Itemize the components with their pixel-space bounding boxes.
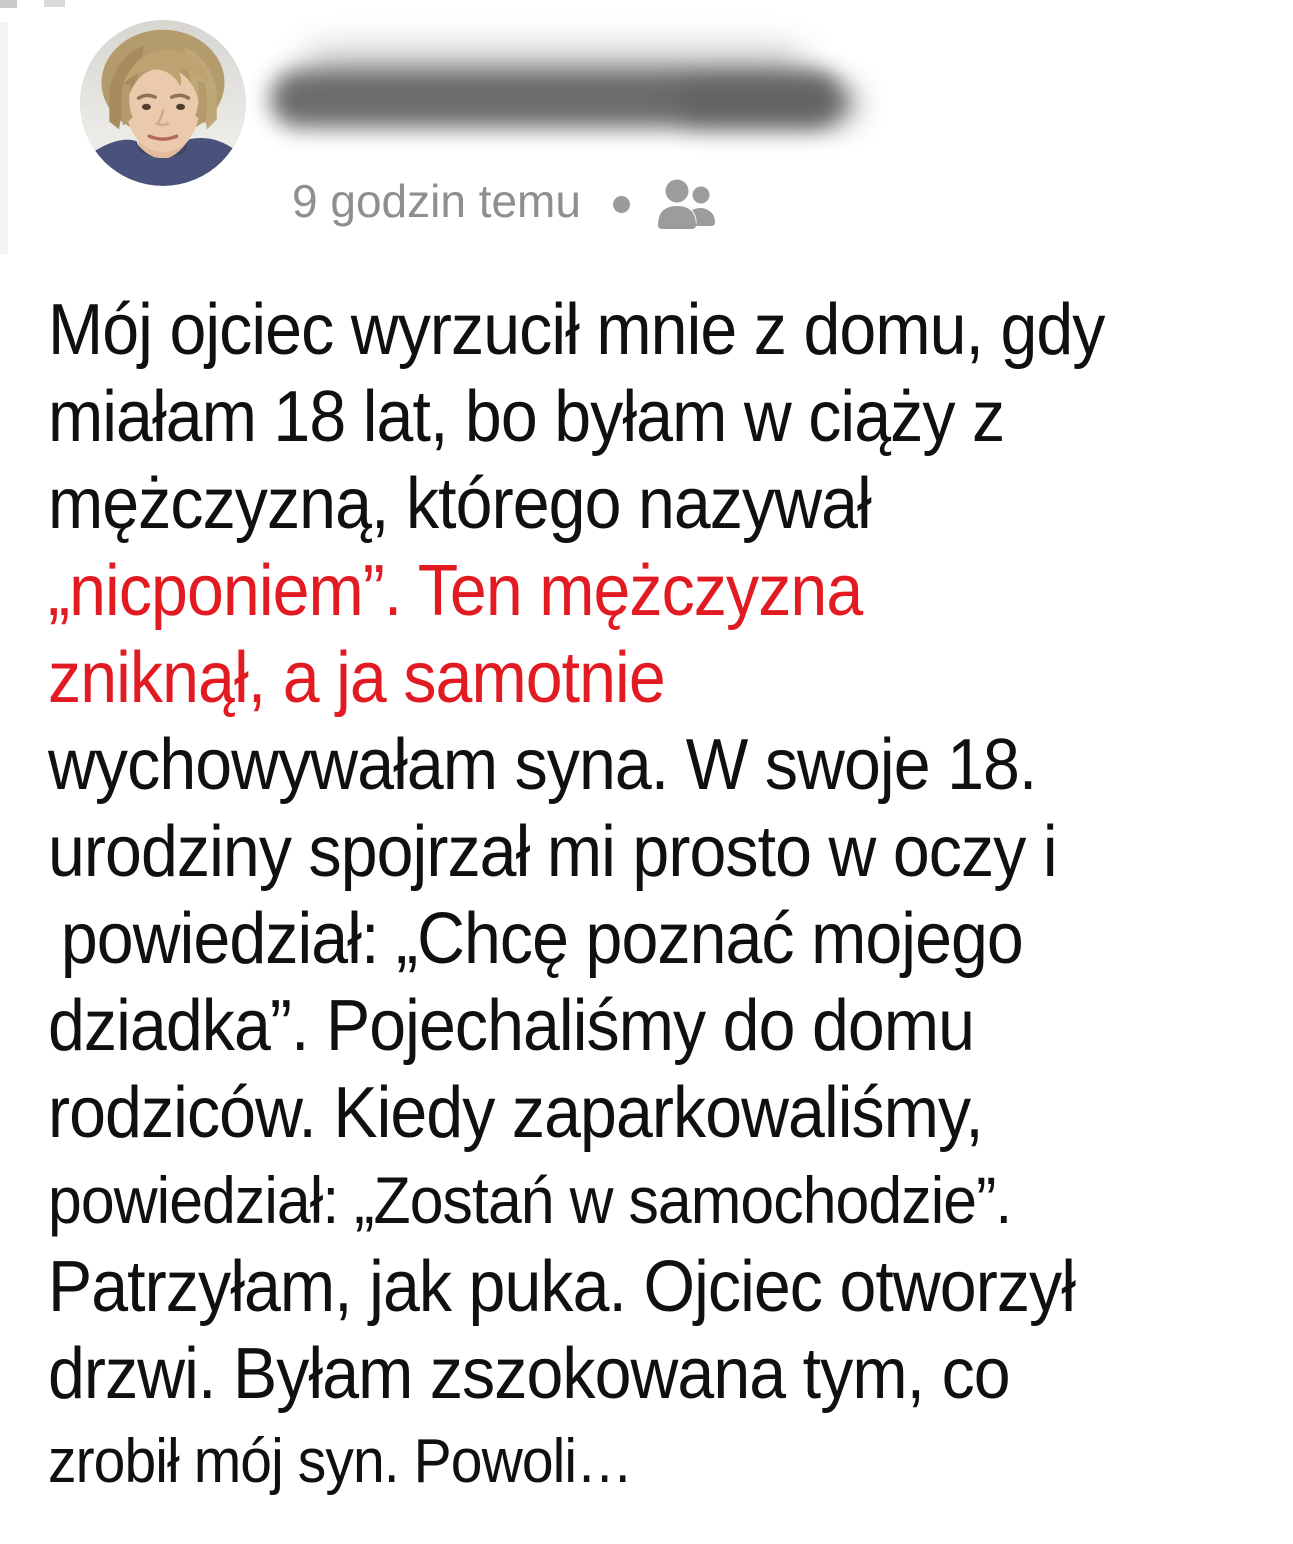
- friends-icon: [654, 176, 718, 230]
- post-text-line: miałam 18 lat, bo byłam w ciąży z: [48, 377, 1005, 457]
- post-text-line-highlight: „nicponiem”. Ten mężczyzna: [48, 551, 863, 631]
- timestamp[interactable]: 9 godzin temu: [292, 175, 581, 227]
- post-meta: [292, 172, 718, 230]
- post-body: [48, 287, 1293, 1505]
- post-text-line: rodziców. Kiedy zaparkowaliśmy,: [48, 1073, 983, 1153]
- post-text-line: Mój ojciec wyrzucił mnie z domu, gdy: [48, 290, 1105, 370]
- user-photo-icon: [80, 20, 246, 186]
- post-text-line: Patrzyłam, jak puka. Ojciec otworzył: [48, 1247, 1076, 1327]
- blurred-username[interactable]: [258, 38, 878, 148]
- post-text-line-highlight: zniknął, a ja samotnie: [48, 638, 665, 718]
- post-text-line: powiedział: „Chcę poznać mojego: [60, 899, 1023, 979]
- blur-tail: [678, 84, 858, 124]
- post-text-line: urodziny spojrzał mi prosto w oczy i: [48, 812, 1057, 892]
- post-text-line: powiedział: „Zostań w samochodzie”.: [48, 1163, 1012, 1237]
- post-text-line: zrobił mój syn. Powoli…: [48, 1427, 633, 1496]
- avatar[interactable]: [80, 20, 246, 186]
- left-edge-shade: [0, 22, 8, 254]
- post-text-line: wychowywałam syna. W swoje 18.: [48, 725, 1037, 805]
- post-text-line: mężczyzną, którego nazywał: [48, 464, 871, 544]
- cropped-ui-fragment: [44, 0, 65, 7]
- cropped-ui-fragment: [0, 0, 17, 8]
- post-text-line: drzwi. Byłam zszokowana tym, co: [48, 1334, 1010, 1414]
- separator-dot: [613, 196, 630, 213]
- post-text-line: dziadka”. Pojechaliśmy do domu: [48, 986, 974, 1066]
